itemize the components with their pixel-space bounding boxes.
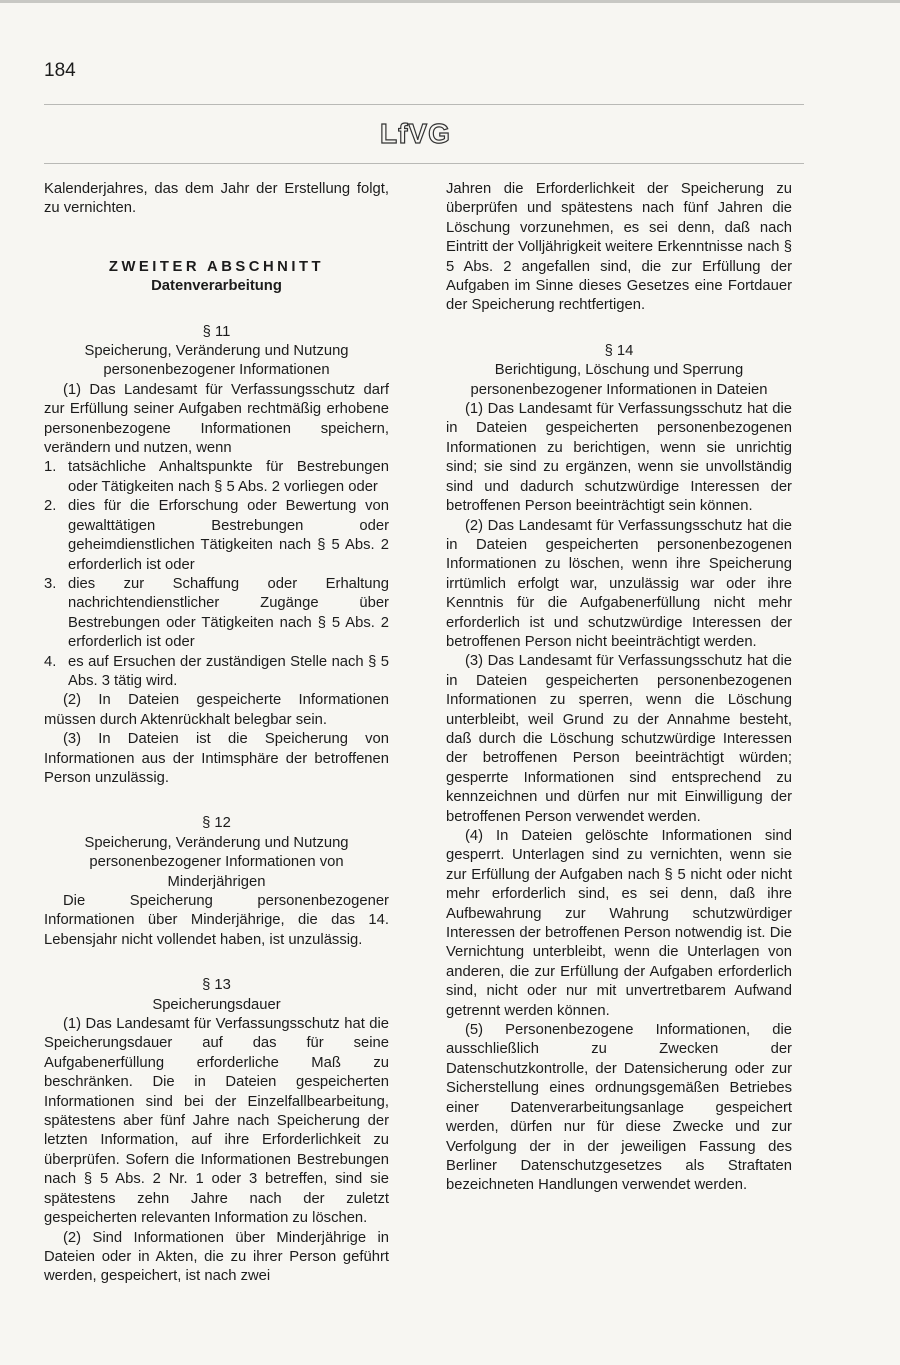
section-14-para-2: (2) Das Landesamt für Verfassungsschutz hat die in Dateien gespeicherten personenbezogenen Informationen zu löschen, wenn ihre Speicherung irrtümlich erfolgt war, unzulässig war oder ihre Kenntnis für die Aufgabenerfüllung nicht mehr erforderlich ist und schutzwürdige Interessen der betroffenen Person nicht beeinträchtigt werden. [446,517,792,650]
page-number: 184 [44,60,76,81]
section-14-para-1: (1) Das Landesamt für Verfassungsschutz hat die in Dateien gespeicherten personenbezogenen Informationen zu berichtigen, wenn sie unrichtig sind; sie sind zu ergänzen, wenn sie unvollständig sind und dadurch schutzwürdige Interessen der betroffenen Person beeinträchtigt sein können. [446,401,792,515]
section-11-list [44,458,389,691]
header-rule-top [44,104,804,105]
section-11-title: Speicherung, Veränderung und Nutzung personenbezogener Informationen [84,343,349,379]
section-14-number: § 14 [604,342,634,359]
section-13-title: Speicherungsdauer [152,996,281,1013]
list-item: 1. tatsächliche Anhaltspunkte für Bestrebungen oder Tätigkeiten nach § 5 Abs. 2 vorliegen oder [44,459,389,495]
section-13-para-2: (2) Sind Informationen über Minderjährige in Dateien oder in Akten, die zu ihrer Person geführt werden, gespeichert, ist nach zwei [44,1229,389,1285]
list-item: 4. es auf Ersuchen der zuständigen Stelle nach § 5 Abs. 3 tätig wird. [44,653,389,689]
right-column [446,180,792,1196]
section-12-para-1: Die Speicherung personenbezogener Informationen über Minderjährige, die das 14. Lebensjahr nicht vollendet haben, ist unzulässig. [44,893,389,948]
list-item: 2. dies für die Erforschung oder Bewertung von gewalttätigen Bestrebungen oder geheimdienstlichen Tätigkeiten nach § 5 Abs. 2 erforderlich ist oder [44,498,389,573]
intro-text: Kalenderjahres, das dem Jahr der Erstellung folgt, zu vernichten. [44,181,389,217]
section-12-number: § 12 [202,815,231,832]
section-14-para-3: (3) Das Landesamt für Verfassungsschutz hat die in Dateien gespeicherten personenbezogenen Informationen zu sperren, wenn die Löschung unterbleibt, weil Grund zu der Annahme besteht, daß durch die Löschung schutzwürdige Interessen der betroffenen Person beeinträchtigt würden; gesperrte Informationen sind entsprechend zu kennzeichnen und dürfen nur mit Einwilligung der betroffenen Person verwendet werden. [446,653,792,825]
section-11-para-2: (2) In Dateien gespeicherte Informationen müssen durch Aktenrückhalt belegbar sein. [44,692,389,728]
continued-text: Jahren die Erforderlichkeit der Speicherung zu überprüfen und spätestens nach fünf Jahren die Löschung vorzunehmen, es sei denn, daß nach Eintritt der Volljährigkeit weitere Erkenntnisse nach § 5 Abs. 2 angefallen sind, die zur Erfüllung der Aufgaben im Sinne dieses Gesetzes eine Fortdauer der Speicherung rechtfertigen. [446,181,792,314]
scan-top-edge [0,0,900,3]
header-rule-bottom [44,163,804,164]
section-14-title: Berichtigung, Löschung und Sperrung personenbezogener Informationen in Dateien [470,362,768,398]
lfvg-logo: LfVG [380,118,451,149]
section-14-para-4: (4) In Dateien gelöschte Informationen sind gesperrt. Unterlagen sind zu vernichten, wenn sie zur Erfüllung der Aufgaben nach § 5 nicht oder nicht mehr erforderlich sind, es sei denn, daß ihre Aufbewahrung zur Wahrung schutzwürdiger Interessen der betroffenen Person notwendig ist. Die Vernichtung unterbleibt, wenn die Unterlagen von anderen, die zur Erfüllung der Aufgaben erforderlich sind, nicht oder nur mit unvertretbarem Aufwand getrennt werden können. [446,828,792,1019]
section-14-para-5: (5) Personenbezogene Informationen, die ausschließlich zu Zwecken der Datenschutzkontrolle, der Datensicherung oder zur Sicherstellung eines ordnungsgemäßen Betriebes einer Datenverarbeitungsanlage gespeichert werden, dürfen nur für diese Zwecke und zur Verfolgung der in der jeweiligen Fassung des Berliner Datenschutzgesetzes als Straftaten bezeichneten Handlungen verwendet werden. [446,1022,792,1194]
chapter-subtitle: Datenverarbeitung [151,278,282,295]
left-column [44,180,389,1287]
chapter-title: ZWEITER ABSCHNITT [108,258,325,275]
section-11-para-1: (1) Das Landesamt für Verfassungsschutz darf zur Erfüllung seiner Aufgaben rechtmäßig erhobene personenbezogene Informationen speichern, verändern und nutzen, wenn [44,381,389,457]
section-13-number: § 13 [202,977,231,994]
section-11-para-3: (3) In Dateien ist die Speicherung von Informationen aus der Intimsphäre der betroffenen Person unzulässig. [44,731,389,786]
section-13-para-1: (1) Das Landesamt für Verfassungsschutz hat die Speicherungsdauer auf das für seine Aufgabenerfüllung erforderliche Maß zu beschränken. Die in Dateien gespeicherten Informationen sind bei der Einzelfallbearbeitung, spätestens aber fünf Jahre nach Speicherung der letzten Information, auf ihre Erforderlichkeit zu überprüfen. Sofern die Informationen Bestrebungen nach § 5 Abs. 2 Nr. 1 oder 3 betreffen, sind sie spätestens zehn Jahre nach der zuletzt gespeicherten relevanten Information zu löschen. [44,1016,389,1227]
section-11-number: § 11 [202,323,231,340]
section-12-title: Speicherung, Veränderung und Nutzung personenbezogener Informationen von Minderjährigen [84,834,349,890]
list-item: 3. dies zur Schaffung oder Erhaltung nachrichtendienstlicher Zugänge über Bestrebungen oder Tätigkeiten nach § 5 Abs. 2 erforderlich ist oder [44,575,389,651]
